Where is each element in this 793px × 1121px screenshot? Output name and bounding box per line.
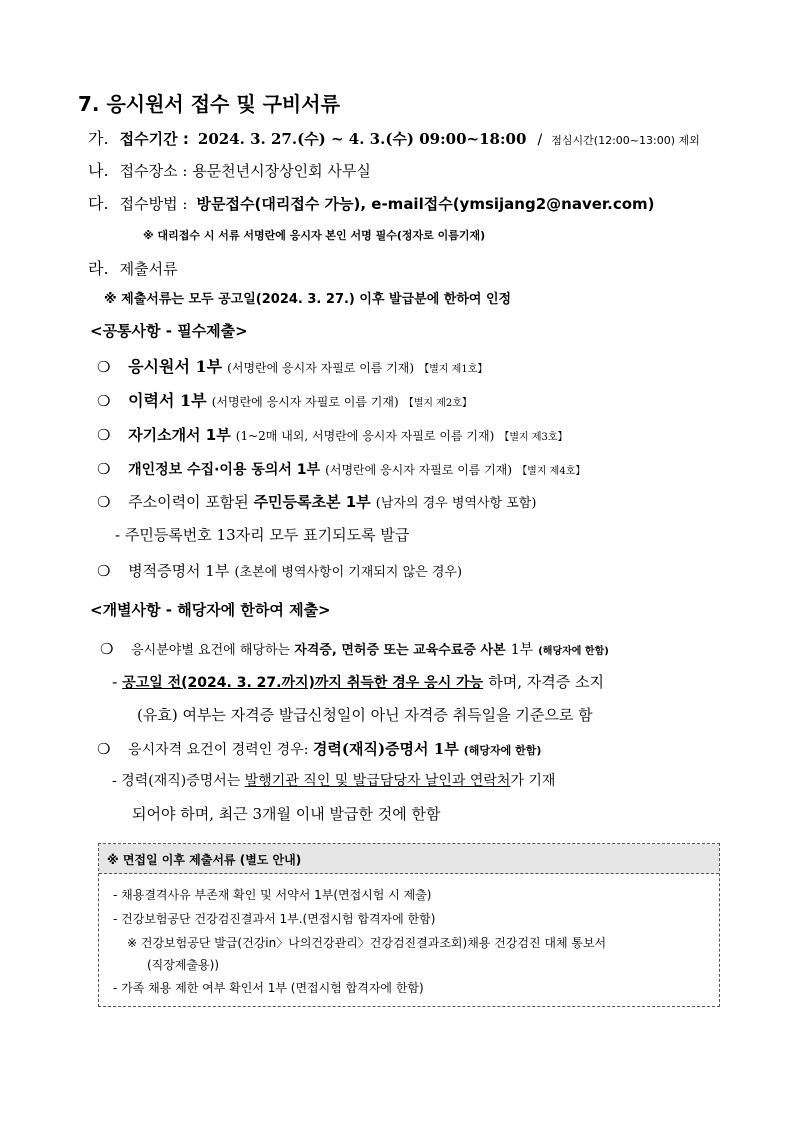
license-cond: (해당자에 한함) [538,646,609,657]
item-form: 【별지 제1호】 [419,364,488,375]
item-form: 【별지 제2호】 [403,398,472,409]
military-row [97,561,462,581]
na-row [88,161,371,180]
notice-line: - 채용결격사유 부존재 확인 및 서약서 1부(면접시험 시 제출) [113,888,432,902]
resident-pre: 주소이력이 포함된 [128,493,254,511]
career-sub2: 되어야 하며, 최근 3개월 이내 발급한 것에 한함 [132,805,441,823]
na-marker: 나. [88,161,109,180]
resident-sub: - 주민등록번호 13자리 모두 표기되도록 발급 [115,526,410,544]
common-item [97,459,585,479]
license-name: 자격증, 면허증 또는 교육수료증 사본 [294,643,506,658]
license-sub1-bold: 공고일 전(2024. 3. 27.까지)까지 취득한 경우 응시 가능 [122,675,484,691]
notice-box-header [99,844,719,874]
ga-label: 접수기간 : [119,130,189,148]
common-item [97,425,568,444]
license-sub2: (유효) 여부는 자격증 발급신청일이 아닌 자격증 취득일을 기준으로 함 [137,706,593,724]
license-row [100,639,609,659]
item-form: 【별지 제3호】 [499,432,568,443]
circle-bullet-icon: ❍ [97,358,111,376]
notice-box [98,843,720,1007]
item-detail: (서명란에 응시자 자필로 이름 기재) [227,361,415,375]
da-marker: 다. [88,194,109,213]
item-name: 이력서 1부 [128,391,207,410]
license-sub1: - 공고일 전(2024. 3. 27.까지)까지 취득한 경우 응시 가능 하며, 자격증 소지 [112,673,604,691]
resident-detail: (남자의 경우 병역사항 포함) [375,496,537,511]
ga-marker: 가. [88,129,109,148]
item-detail: (1~2매 내외, 서명란에 응시자 자필로 이름 기재) [235,429,495,443]
common-item [97,357,487,376]
career-row [97,739,541,759]
notice-box-title: ※ 면접일 이후 제출서류 (별도 안내) [107,853,302,867]
notice-line: - 가족 채용 제한 여부 확인서 1부 (면접시험 합격자에 한함) [113,981,424,995]
ga-row [88,129,700,149]
career-sub1-post: 가 기재 [510,773,556,789]
license-pre: 응시분야별 요건에 해당하는 [131,643,295,658]
career-name: 경력(재직)증명서 1부 [312,740,459,758]
item-detail: (서명란에 응시자 자필로 이름 기재) [211,395,399,409]
item-name: 응시원서 1부 [128,357,223,376]
license-count: 1부 [510,642,534,658]
common-item [97,391,472,410]
individual-heading: <개별사항 - 해당자에 한하여 제출> [90,601,331,619]
notice-line: ※ 건강보험공단 발급(건강in〉나의건강관리〉건강검진결과조회)채용 건강검진 대체 통보서 [127,936,607,950]
circle-bullet-icon: ❍ [97,740,111,758]
da-row [88,194,655,213]
circle-bullet-icon: ❍ [97,460,111,478]
career-sub1-pre: - 경력(재직)증명서는 [112,773,245,789]
resident-name: 주민등록초본 1부 [253,493,371,511]
na-text: 접수장소 : 용문천년시장상인회 사무실 [119,162,371,180]
career-sub1-underline: 발행기관 직인 및 발급담당자 날인과 연락처 [244,773,511,789]
career-cond: (해당자에 한함) [463,744,542,757]
career-pre: 응시자격 요건이 경력인 경우: [128,742,313,758]
resident-row [97,492,536,512]
ga-sep: / [537,132,543,148]
notice-line: - 건강보험공단 건강검진결과서 1부.(면접시험 합격자에 한함) [113,912,436,926]
circle-bullet-icon: ❍ [100,640,114,658]
circle-bullet-icon: ❍ [97,392,111,410]
ra-marker: 라. [88,259,109,278]
license-sub1-rest: 하며, 자격증 소지 [488,673,604,691]
common-heading: <공통사항 - 필수제출> [90,322,248,340]
ra-row [88,259,178,278]
section-title: 7. 응시원서 접수 및 구비서류 [78,92,340,116]
item-detail: (서명란에 응시자 자필로 이름 기재) [325,463,513,477]
notice-line: (직장제출용)) [147,958,220,972]
item-name: 자기소개서 1부 [128,426,231,444]
ga-period: 2024. 3. 27.(수) ~ 4. 3.(수) 09:00~18:00 [197,130,527,148]
da-note: ※ 대리접수 시 서류 서명란에 응시자 본인 서명 필수(정자로 이름기재) [143,229,486,242]
circle-bullet-icon: ❍ [97,562,111,580]
da-method: 방문접수(대리접수 가능), e-mail접수(ymsijang2@naver.com) [196,195,655,213]
ga-lunch: 점심시간(12:00~13:00) 제외 [551,134,700,147]
da-label: 접수방법 : [119,195,188,213]
ra-text: 제출서류 [119,260,178,278]
military-detail: (초본에 병역사항이 기재되지 않은 경우) [234,565,463,580]
circle-bullet-icon: ❍ [97,426,111,444]
ra-note: ※ 제출서류는 모두 공고일(2024. 3. 27.) 이후 발급분에 한하여 인정 [104,292,512,307]
item-name: 개인정보 수집·이용 동의서 1부 [128,462,321,478]
circle-bullet-icon: ❍ [97,493,111,511]
career-sub1 [112,773,555,790]
military-name: 병적증명서 1부 [128,562,230,580]
item-form: 【별지 제4호】 [517,466,586,477]
